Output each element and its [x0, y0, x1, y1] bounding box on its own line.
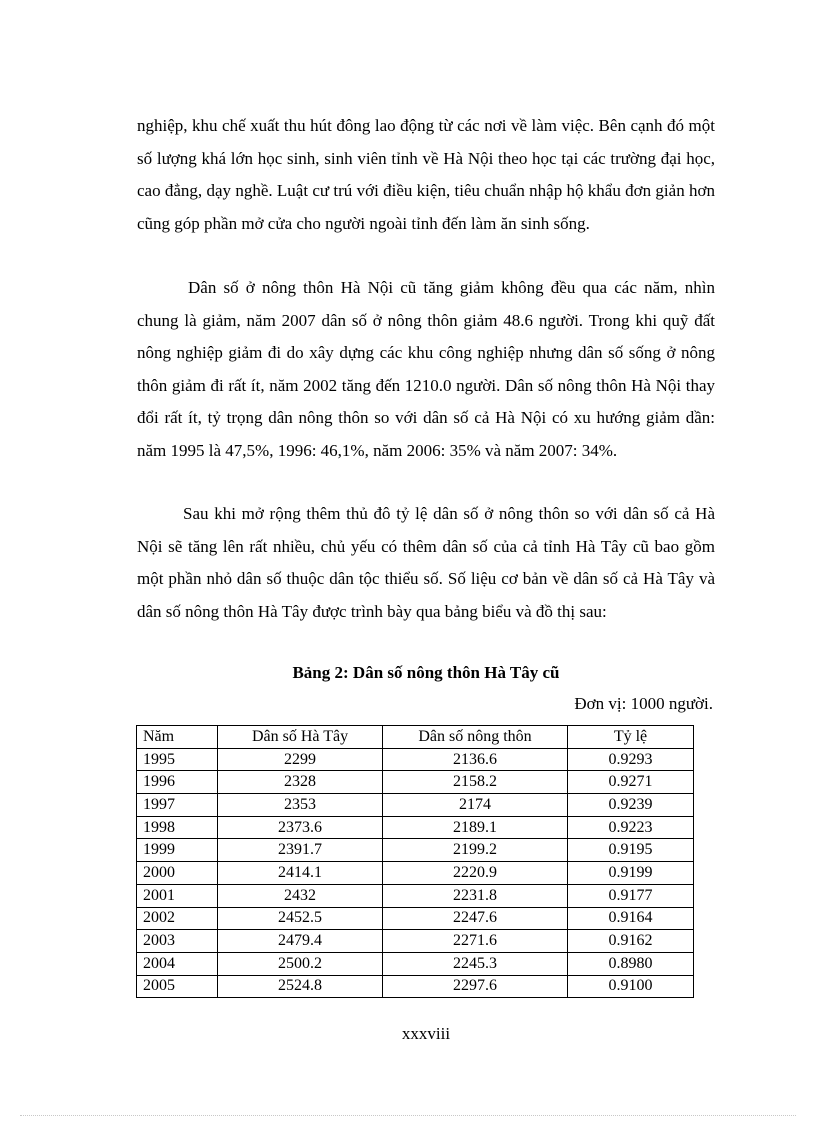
table-row	[137, 839, 694, 862]
paragraph-3: Sau khi mở rộng thêm thủ đô tỷ lệ dân số ở nông thôn so với dân số cả Hà Nội sẽ tăng lên rất nhiều, chủ yếu có thêm dân số của cả tỉnh Hà Tây cũ bao gồm một phần nhỏ dân số thuộc dân tộc thiểu số. Số liệu cơ bản về dân số cả Hà Tây và dân số nông thôn Hà Tây được trình bày qua bảng biểu và đồ thị sau:	[137, 504, 715, 621]
cell-year: 2000	[137, 862, 218, 885]
cell-ratio: 0.8980	[568, 952, 694, 975]
cell-rural-population: 2297.6	[383, 975, 568, 998]
cell-year: 2005	[137, 975, 218, 998]
cell-ha-tay-population: 2299	[218, 748, 383, 771]
cell-year: 2001	[137, 884, 218, 907]
cell-ratio: 0.9100	[568, 975, 694, 998]
page-number: xxxviii	[401, 1024, 451, 1043]
table-row	[137, 975, 694, 998]
cell-ha-tay-population: 2353	[218, 794, 383, 817]
header-year: Năm	[137, 726, 218, 749]
cell-year: 1998	[137, 816, 218, 839]
header-rural-population: Dân số nông thôn	[383, 726, 568, 749]
table-row	[137, 748, 694, 771]
cell-ha-tay-population: 2328	[218, 771, 383, 794]
cell-ha-tay-population: 2373.6	[218, 816, 383, 839]
cell-ha-tay-population: 2432	[218, 884, 383, 907]
table-unit-note: Đơn vị: 1000 người.	[574, 694, 713, 713]
table-row	[137, 907, 694, 930]
cell-ratio: 0.9293	[568, 748, 694, 771]
cell-rural-population: 2136.6	[383, 748, 568, 771]
table-row	[137, 816, 694, 839]
cell-year: 2003	[137, 930, 218, 953]
cell-year: 2004	[137, 952, 218, 975]
cell-ratio: 0.9199	[568, 862, 694, 885]
cell-rural-population: 2245.3	[383, 952, 568, 975]
cell-ha-tay-population: 2414.1	[218, 862, 383, 885]
cell-rural-population: 2199.2	[383, 839, 568, 862]
page-bottom-divider	[20, 1115, 796, 1116]
header-ha-tay-population: Dân số Hà Tây	[218, 726, 383, 749]
cell-ratio: 0.9195	[568, 839, 694, 862]
cell-ha-tay-population: 2524.8	[218, 975, 383, 998]
population-table	[136, 725, 694, 998]
cell-ha-tay-population: 2391.7	[218, 839, 383, 862]
cell-ha-tay-population: 2452.5	[218, 907, 383, 930]
cell-ratio: 0.9177	[568, 884, 694, 907]
header-ratio: Tỷ lệ	[568, 726, 694, 749]
paragraph-2: Dân số ở nông thôn Hà Nội cũ tăng giảm không đều qua các năm, nhìn chung là giảm, năm 2007 dân số ở nông thôn giảm 48.6 người. Trong khi quỹ đất nông nghiệp giảm đi do xây dựng các khu công nghiệp nhưng dân số sống ở nông thôn giảm đi rất ít, năm 2002 tăng đến 1210.0 người. Dân số nông thôn Hà Nội thay đổi rất ít, tỷ trọng dân nông thôn so với dân số cả Hà Nội có xu hướng giảm dần: năm 1995 là 47,5%, 1996: 46,1%, năm 2006: 35% và năm 2007: 34%.	[137, 278, 715, 460]
table-header-row	[137, 726, 694, 749]
cell-ratio: 0.9223	[568, 816, 694, 839]
table-row	[137, 952, 694, 975]
cell-ratio: 0.9239	[568, 794, 694, 817]
cell-ratio: 0.9271	[568, 771, 694, 794]
table-row	[137, 930, 694, 953]
cell-rural-population: 2220.9	[383, 862, 568, 885]
table-row	[137, 794, 694, 817]
cell-rural-population: 2158.2	[383, 771, 568, 794]
table-row	[137, 884, 694, 907]
cell-year: 2002	[137, 907, 218, 930]
cell-ha-tay-population: 2500.2	[218, 952, 383, 975]
table-body	[137, 748, 694, 998]
cell-rural-population: 2271.6	[383, 930, 568, 953]
cell-rural-population: 2231.8	[383, 884, 568, 907]
table-row	[137, 862, 694, 885]
cell-year: 1999	[137, 839, 218, 862]
cell-ratio: 0.9162	[568, 930, 694, 953]
cell-ratio: 0.9164	[568, 907, 694, 930]
table-row	[137, 771, 694, 794]
cell-year: 1997	[137, 794, 218, 817]
paragraph-1: nghiệp, khu chế xuất thu hút đông lao động từ các nơi về làm việc. Bên cạnh đó một số lượng khá lớn học sinh, sinh viên tỉnh về Hà Nội theo học tại các trường đại học, cao đẳng, dạy nghề. Luật cư trú với điều kiện, tiêu chuẩn nhập hộ khẩu đơn giản hơn cũng góp phần mở cửa cho người ngoài tỉnh đến làm ăn sinh sống.	[137, 116, 715, 233]
cell-year: 1996	[137, 771, 218, 794]
cell-rural-population: 2247.6	[383, 907, 568, 930]
cell-rural-population: 2174	[383, 794, 568, 817]
table-title: Bảng 2: Dân số nông thôn Hà Tây cũ	[292, 663, 560, 682]
cell-rural-population: 2189.1	[383, 816, 568, 839]
cell-year: 1995	[137, 748, 218, 771]
cell-ha-tay-population: 2479.4	[218, 930, 383, 953]
